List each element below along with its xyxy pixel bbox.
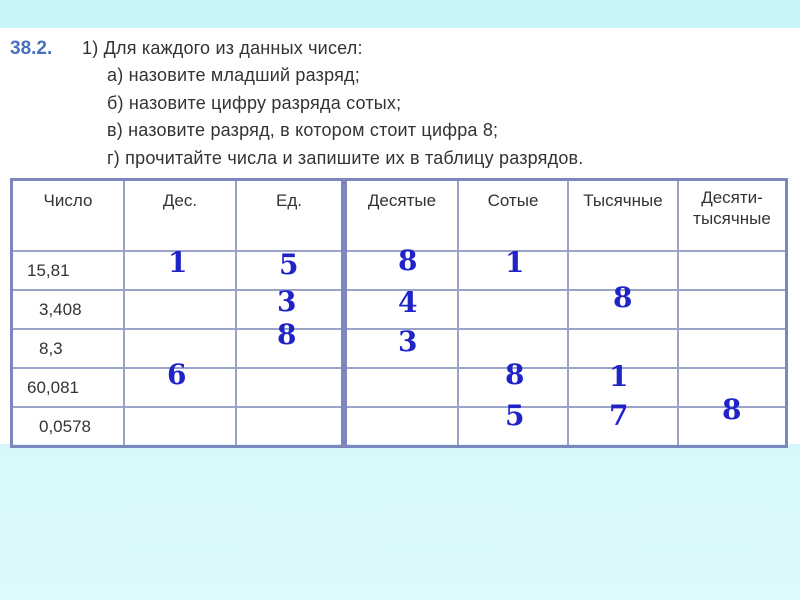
header-tysyachnye: Тысячные xyxy=(568,180,678,252)
table-row xyxy=(12,407,343,447)
answer-digit: 8 xyxy=(277,318,297,351)
exercise-item-b: б) назовите цифру разряда сотых; xyxy=(107,93,402,113)
answer-digit: 3 xyxy=(277,285,297,318)
header-desyatye: Десятые xyxy=(346,180,459,252)
answer-digit: 1 xyxy=(609,360,629,393)
answer-digit: 8 xyxy=(613,281,633,314)
cell xyxy=(346,368,459,407)
answer-digit: 5 xyxy=(279,248,299,281)
cell xyxy=(236,407,343,447)
cell xyxy=(678,290,787,329)
answer-digit: 8 xyxy=(398,244,418,277)
exercise-item-d: г) прочитайте числа и запишите их в таблицу разрядов. xyxy=(107,148,584,168)
number-cell: 60,081 xyxy=(12,368,125,407)
cell xyxy=(346,407,459,447)
table-row xyxy=(346,407,787,447)
cell xyxy=(124,290,236,329)
answer-digit: 8 xyxy=(505,358,525,391)
number-cell: 8,3 xyxy=(12,329,125,368)
answer-digit: 7 xyxy=(609,399,629,432)
number-cell: 0,0578 xyxy=(12,407,125,447)
exercise-item-a: а) назовите младший разряд; xyxy=(107,65,360,85)
number-cell: 3,408 xyxy=(12,290,125,329)
answer-digit: 1 xyxy=(168,246,188,279)
answer-digit: 6 xyxy=(167,358,187,391)
number-cell: 15,81 xyxy=(12,251,125,290)
header-desyatitysyachnye: Десяти- тысячные xyxy=(678,180,787,252)
exercise-task-line: 1) Для каждого из данных чисел: xyxy=(82,38,363,58)
answer-digit: 4 xyxy=(398,286,418,319)
exercise-item-c: в) назовите разряд, в котором стоит цифра 8; xyxy=(107,120,499,140)
cell xyxy=(458,290,568,329)
table-row xyxy=(346,368,787,407)
cell xyxy=(678,329,787,368)
header-des: Дес. xyxy=(124,180,236,252)
header-chislo: Число xyxy=(12,180,125,252)
exercise-number: 38.2. xyxy=(10,38,53,59)
cell xyxy=(124,407,236,447)
cell xyxy=(236,368,343,407)
answer-digit: 5 xyxy=(505,399,525,432)
answer-digit: 3 xyxy=(398,325,418,358)
cell xyxy=(678,251,787,290)
header-ed: Ед. xyxy=(236,180,343,252)
header-sotye: Сотые xyxy=(458,180,568,252)
answer-digit: 8 xyxy=(722,393,742,426)
answer-digit: 1 xyxy=(505,246,525,279)
textbook-page xyxy=(0,28,800,444)
